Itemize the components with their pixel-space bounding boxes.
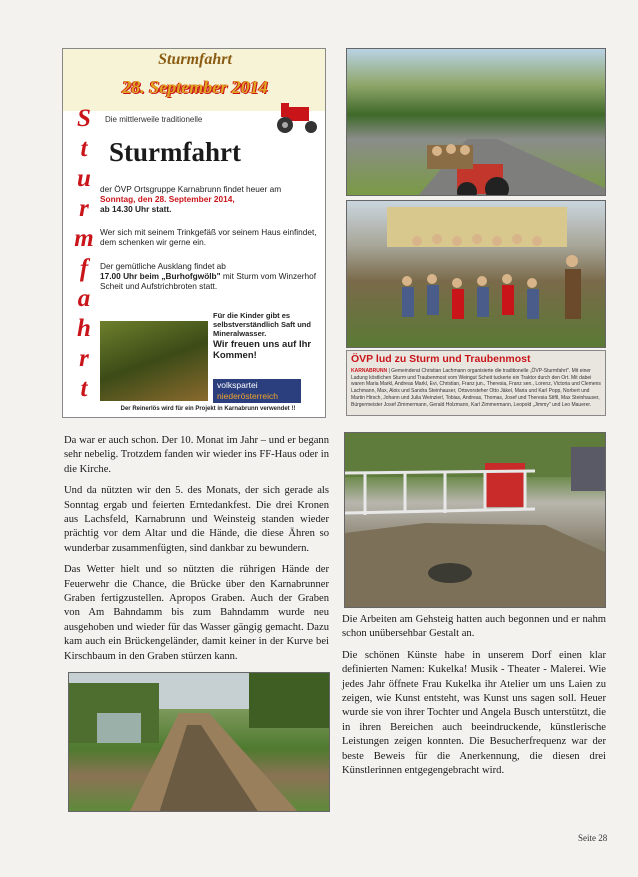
ditch-scene-graphic xyxy=(69,673,330,812)
poster-paragraph-2: Wer sich mit seinem Trinkgefäß vor seinem Haus einfindet, dem schenken wir gerne ein. xyxy=(100,227,317,247)
tractor-ride-photo xyxy=(346,48,606,196)
article-paragraph: Die schönen Künste habe in unserem Dorf einen klar definierten Namen: Kukelka! Musik - Theater - Malerei. Wie jedes Jahr öffnete Frau Kukelka ihr Atelier um uns Laien zu zeigen, wie Kunst entsteht, was Kunst uns sagen soll. Heuer wurde sie von ihrer Tochter und Angela Busch unterstützt, die in ihren Bereichen auch beeindruckende, künstlerische Leistungen zeigen konnten. Die Besucherfrequenz war der beste Beweis für die Anerkennung, die diesen drei Künstlerinnen entgegengebracht wird. xyxy=(342,649,606,777)
poster-vertical-letter: f xyxy=(79,255,89,282)
group-photo xyxy=(346,200,606,348)
poster-footer: Der Reinerlös wird für ein Projekt in Karnabrunn verwendet !! xyxy=(120,406,296,412)
poster-date: 28. September 2014 xyxy=(122,77,268,97)
caption-place: KARNABRUNN xyxy=(351,368,388,374)
article-paragraph: Da war er auch schon. Der 10. Monat im Jahr – und er begann sehr nebelig. Trotzdem fanden wir wieder ins FF-Haus oder in die Kirche. xyxy=(64,435,329,475)
poster-wine-photo xyxy=(100,321,208,401)
caption-body xyxy=(351,368,601,408)
poster-invitation: Wir freuen uns auf Ihr Kommen! xyxy=(213,339,312,361)
article-right-column xyxy=(342,613,606,785)
caption-title: ÖVP lud zu Sturm und Traubenmost xyxy=(351,353,531,365)
poster-vertical-letter: t xyxy=(80,135,88,162)
poster-vertical-letter: r xyxy=(79,195,89,222)
poster-vertical-letter: r xyxy=(79,345,89,372)
party-logo-line-1: volkspartei xyxy=(217,380,258,390)
group-scene-graphic xyxy=(347,201,606,348)
poster-vertical-letter: a xyxy=(77,285,91,312)
poster-kids-note: Für die Kinder gibt es selbstverständlich Saft und Mineralwasser. xyxy=(213,311,311,338)
poster-vertical-letter: m xyxy=(74,225,94,252)
poster-main-title: Sturmfahrt xyxy=(109,137,241,167)
article-paragraph: Die Arbeiten am Gehsteig hatten auch begonnen und er nahm schon unübersehbar Gestalt an. xyxy=(342,614,606,640)
photo-caption xyxy=(346,350,606,416)
bridge-railing-photo xyxy=(344,432,606,608)
party-logo xyxy=(213,379,301,403)
poster-vertical-letter: t xyxy=(80,375,88,402)
bridge-scene-graphic xyxy=(345,433,606,608)
poster-subtitle: Die mittlerweile traditionelle xyxy=(105,115,203,124)
poster-vertical-letter: S xyxy=(77,105,91,132)
poster-paragraph-1: der ÖVP Ortsgruppe Karnabrunn findet heuer am Sonntag, den 28. September 2014, ab 14.30 Uhr statt. xyxy=(100,184,282,214)
poster-title-top: Sturmfahrt xyxy=(158,51,232,68)
poster-vertical-letter: h xyxy=(77,315,91,342)
tractor-scene-graphic xyxy=(347,49,606,196)
poster-paragraph-3: Der gemütliche Ausklang findet ab 17.00 Uhr beim „Burhofgwölb" mit Sturm vom Winzerhof Scheit und Aufstrichbroten statt. xyxy=(100,261,317,291)
article-left-column xyxy=(64,434,329,671)
caption-text: | Gemeinderat Christian Lachmann organisierte die traditionelle „ÖVP-Sturmfahrt". Mit einer Ladung köstlichen Sturm und Traubenmost vom Weingut Scheit tuckerte ein Traktor durch den Ort. Mit dabei waren Maria Markl, Andreas Markl, Evi, Christian, Franz jun., Theresia, Franz sen., Lorenz, Victoria und Clemens Lachmann, Max, Alois und Sandra Steinhauser, Ortsvorsteher Otto Jäkel, Maria und Karl Popp, Norbert und Martin Hirsch, Johann und Julia Weinzierl, Tobias, Andreas, Thomas, Josef und Theresia Stiftl, Max Steinhauser, Bürgermeister Josef Zimmermann, Gerald Holzmann, Karl Zimmermann, Leopold „Jimmy" und Leo Mauerer. xyxy=(351,368,601,408)
party-logo-line-2: niederösterreich xyxy=(217,391,278,401)
tractor-icon xyxy=(275,99,323,135)
article-paragraph: Und da nützten wir den 5. des Monats, der sich gerade als Sonntag ergab und feierten Erntedankfest. Die drei Kronen aus Lachsfeld, Karnabrunn und Weinsteig standen wieder prächtig vor dem Altar und die Hände, die diese Ähren so wunderbar zusammenfügten, sind dankbar zu bewundern. xyxy=(64,485,329,554)
event-poster xyxy=(62,48,326,418)
page-number: Seite 28 xyxy=(578,833,608,843)
poster-vertical-letter: u xyxy=(77,165,91,192)
article-paragraph: Das Wetter hielt und so nützten die rührigen Hände der Feuerwehr die Chance, die Brücke über den Karnabrunner Graben fertigzustellen. Apropos Graben. Auch der Graben von Am Bahndamm bis zum Bahndamm wurde neu ausgehoben und wieder für das Wasser gängig gemacht. Dazu kam auch ein Brückengeländer, damit keiner in der Kurve bei Kirschbaum in den Graben stürzen kann. xyxy=(64,564,329,662)
ditch-photo xyxy=(68,672,330,812)
